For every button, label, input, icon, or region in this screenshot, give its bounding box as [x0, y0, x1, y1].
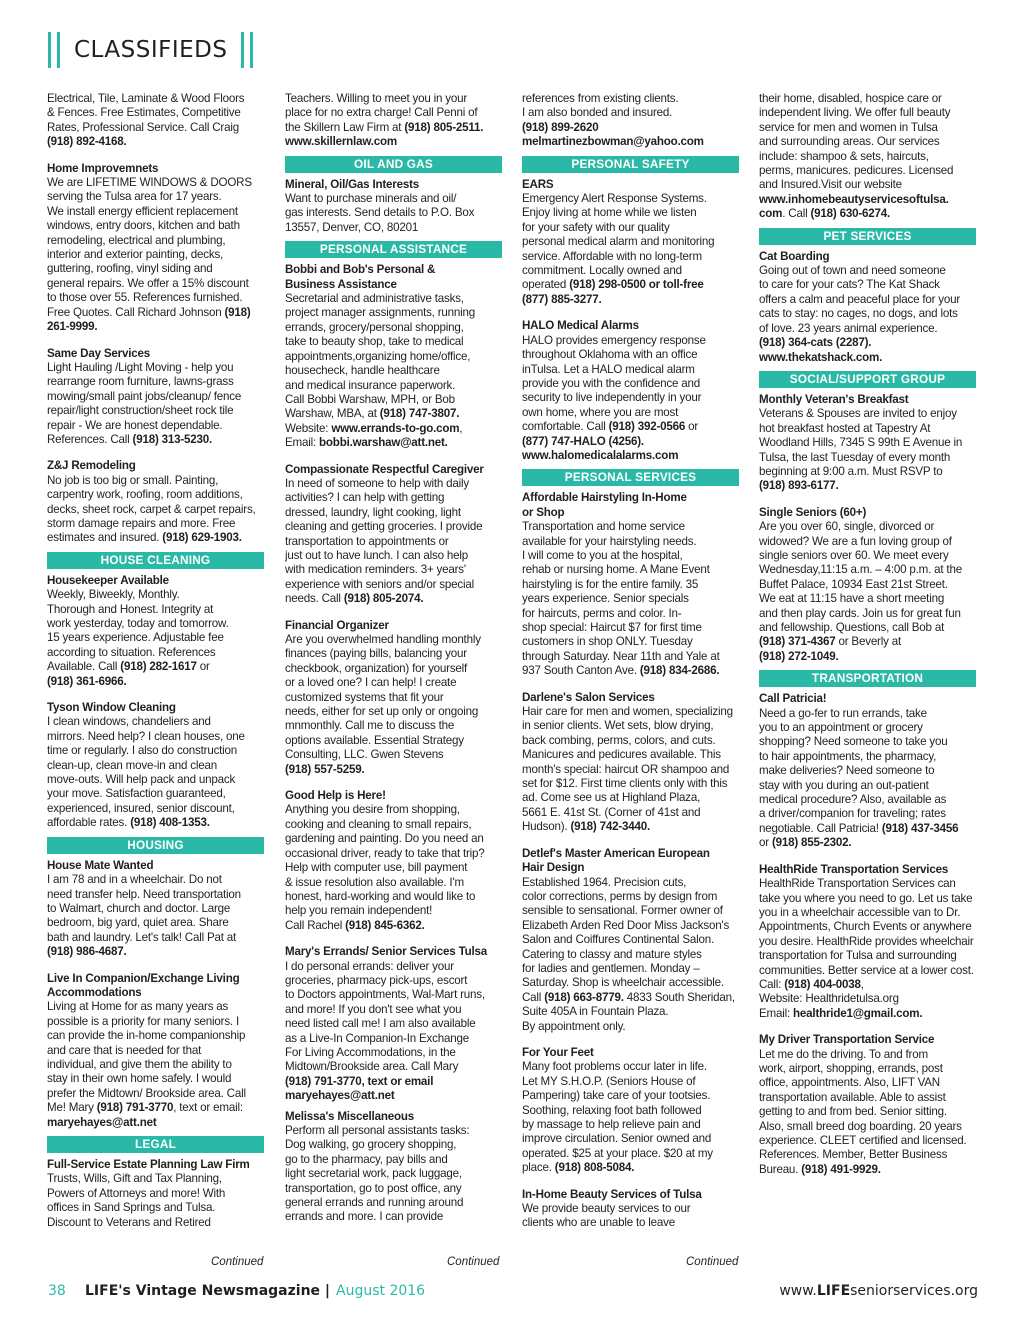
ad-body: Need a go-fer to run errands, take you to an appointment or grocery shopping? Need someone to take you to hair appointments, the pharmacy, make deliveries? Need someone to stay with you during an out-patient medical procedure? Also, available as a driver/companion for traveling; rates negotiable. Call Patricia!	[759, 706, 948, 835]
ad-title: Single Seniors (60+)	[759, 505, 867, 519]
ad-title: Mineral, Oil/Gas Interests	[285, 177, 419, 191]
ad-phone: (918) 371-4367	[759, 635, 836, 649]
ad-for-your-feet	[522, 1046, 739, 1176]
ad-title: Financial Organizer	[285, 618, 389, 632]
ad-title: Z&J Remodeling	[47, 459, 136, 473]
ad-website-link[interactable]: www.halomedicalalarms.com	[522, 448, 679, 462]
category-header-housing: HOUSING	[47, 837, 264, 854]
site-prefix: www.	[779, 1283, 817, 1299]
ad-bobbi-and-bob: Bobbi and Bob's Personal & Business Assistance Secretarial and administrative tasks, project manager assignments, running errands, grocery/personal shopping, take to beauty shop, take to medical appointments,organizing home/office, housecheck, handle healthcare and medical insurance paperwork. Call Bobbi Warshaw, MPH, or Bob Warshaw, MBA, at (918) 747-3807. Website: www.errands-to-go.com, Email: bobbi.warshaw@att.net.	[285, 263, 502, 450]
ad-phone: (918) 491-9929.	[801, 1162, 881, 1176]
ad-phone: (918) 630-6274.	[810, 207, 891, 221]
ad-phone: (877) 747-HALO (4256).	[522, 434, 644, 448]
continued-label-col3: Continued	[686, 1256, 739, 1268]
ad-phone: (918) 663-8779.	[544, 990, 624, 1004]
site-suffix: seniorservices.org	[850, 1283, 978, 1299]
ad-phone: (918) 261-9999.	[47, 305, 251, 334]
continued-label-col1: Continued	[211, 1256, 264, 1268]
ad-body: Want to purchase minerals and oil/ gas interests. Send details to P.O. Box 13557, Denver, CO, 80201	[285, 192, 475, 234]
ad-phone: (918) 986-4687.	[47, 945, 127, 959]
ad-title: Cat Boarding	[759, 249, 830, 263]
category-header-legal: LEGAL	[47, 1136, 264, 1153]
ad-phone: (918) 791-3770	[96, 1101, 174, 1115]
ad-flooring	[47, 92, 264, 150]
category-header-personal-services: PERSONAL SERVICES	[522, 469, 739, 486]
masthead-bar-right-2	[250, 32, 253, 68]
ad-phone: (918) 808-5084.	[554, 1161, 635, 1175]
ad-website-link[interactable]: www.errands-to-go.com	[331, 421, 460, 435]
ad-body: I do personal errands: deliver your groceries, pharmacy pick-ups, escort to Doctors appointments, Wal-Mart runs, and more! If you don't see what you need listed call me! I am also available as a Live-In Companion-In Exchange For Living Accommodations, in the Midtown/Brookside area. Call Mary	[285, 959, 485, 1074]
ad-text: 4833 South Sheridan, Suite 405A in Fountain Plaza. By appointment only.	[522, 990, 735, 1033]
ad-phone: (918) 298-0500 or toll-free (877) 885-3277.	[522, 278, 704, 306]
ad-phone: (918) 629-1903.	[162, 531, 242, 545]
ad-body: Anything you desire from shopping, cooking and cleaning to small repairs, gardening and painting. Do you need an occasional driver, ready to take that trip? Help with computer use, bill payment & issue resolution also available. I'm honest, hard-working and would like to help you remain independent! Call Rachel	[285, 803, 485, 932]
ad-darlenes-salon	[522, 691, 739, 835]
ad-good-help	[285, 789, 502, 933]
ad-body: Established 1964. Precision cuts, color corrections, perms by design from sensible to sensational. Former owner of Elizabeth Arden Red Door Miss Jackson's Salon and Coiffures Continental Salon. Catering to classy and mature styles for ladies and gentlemen. Monday – Saturday. Shop is wheelchair accessible. Call	[522, 875, 730, 1004]
site-brand: LIFE	[816, 1283, 851, 1299]
ad-website-link[interactable]: www.skillernlaw.com	[285, 135, 397, 149]
page-number: 38	[48, 1283, 66, 1299]
ad-single-seniors	[759, 506, 976, 664]
ad-text: or	[196, 660, 210, 674]
ad-veterans-breakfast	[759, 393, 976, 494]
ad-phone: (918) 855-2302.	[771, 836, 852, 850]
ad-body: HALO provides emergency response throughout Oklahoma with an office inTulsa. Let a HALO medical alarm provide you with the confidence and security to live independently in your own home, where you are most comfortable. Call	[522, 333, 706, 434]
section-title: CLASSIFIEDS	[74, 37, 228, 63]
ad-body: Electrical, Tile, Laminate & Wood Floors & Fences. Free Estimates, Competitive Rates, Professional Service. Call Craig	[47, 92, 245, 134]
ad-detlefs-hair-design	[522, 847, 739, 1034]
ad-text: or Beverly at	[835, 635, 901, 649]
ad-title: Same Day Services	[47, 346, 150, 360]
ad-text: or	[759, 836, 772, 850]
ad-phone: (918) 408-1353.	[130, 816, 210, 830]
ad-live-in-companion	[47, 972, 264, 1130]
ad-title: Mary's Errands/ Senior Services Tulsa	[285, 945, 487, 959]
ad-phone: (918) 805-2511.	[404, 120, 484, 134]
ad-title: Compassionate Respectful Caregiver	[285, 462, 484, 476]
ad-phone: (918) 404-0038	[784, 977, 861, 991]
ad-marys-errands	[285, 945, 502, 1103]
ad-body: Teachers. Willing to meet you in your place for no extra charge! Call Penni of the Skillern Law Firm at	[285, 92, 478, 134]
ad-email: maryehayes@att.net	[47, 1115, 157, 1129]
website-link[interactable]	[779, 1283, 978, 1299]
ad-body: Veterans & Spouses are invited to enjoy hot breakfast hosted at Tapestry At Woodland Hills, 7345 S 99th E Avenue in Tulsa, the last Tuesday of every month beginning at 9:00 a.m. Must RSVP to	[759, 407, 963, 478]
ad-title: EARS	[522, 177, 554, 191]
ad-body: We provide beauty services to our clients who are unable to leave	[522, 1202, 691, 1230]
ad-title: Good Help is Here!	[285, 789, 386, 803]
column-3	[522, 92, 739, 1240]
ad-title: Monthly Veteran's Breakfast	[759, 392, 909, 406]
masthead-bar-right-1	[241, 32, 244, 68]
category-header-personal-safety: PERSONAL SAFETY	[522, 156, 739, 173]
ad-title: Home Improvemnets	[47, 161, 159, 175]
ad-body: references from existing clients. I am also bonded and insured.	[522, 92, 679, 120]
continued-label-col2: Continued	[447, 1256, 500, 1268]
ad-phone: (918) 899-2620	[522, 120, 599, 134]
ad-text: , Website: Healthridetulsa.org Email:	[759, 977, 899, 1020]
ad-text: Website:	[285, 421, 332, 435]
ad-caregiver	[285, 463, 502, 607]
ad-phone: (918) 892-4168.	[47, 135, 127, 149]
ad-body: Are you over 60, single, divorced or widowed? We are a fun loving group of single seniors over 60. We meet every Wednesday,11:15 a.m. – 4:00 p.m. at the Buffet Palace, 10934 East 21st Street. We eat at 11:15 have a short meeting and then play cards. Join us for great fun and fellowship. Questions, call Bob at	[759, 520, 962, 634]
ad-title: Housekeeper Available	[47, 573, 169, 587]
ad-phone: (918) 805-2074.	[343, 592, 424, 606]
ad-body: Secretarial and administrative tasks, project manager assignments, running errands, grocery/personal shopping, take to beauty shop, take to medical appointments,organizing home/office, housecheck, handle healthcare and medical insurance paperwork. Call Bobbi Warshaw, MPH, or Bob Warshaw, MBA, at	[285, 292, 476, 421]
ad-body: Many foot problems occur later in life. Let MY S.H.O.P. (Seniors House of Pampering) take care of your tootsies. Soothing, relaxing foot bath followed by massage to help relieve pain and improve circulation. Senior owned and operated. $25 at your place. $20 at my place.	[522, 1060, 713, 1175]
ad-phone: (918) 313-5230.	[132, 432, 213, 446]
ad-melissas-miscellaneous	[285, 1110, 502, 1225]
classified-columns	[47, 92, 982, 1240]
ad-body: Living at Home for as many years as possible is a priority for many seniors. I can provide the in-home companionship and care that is needed for that individual, and give them the ability to stay in their own home safely. I would prefer the Midtown/ Brookside area. Call Me! Mary	[47, 1000, 246, 1115]
ad-title: Darlene's Salon Services	[522, 690, 655, 704]
ad-phone: (918) 282-1617	[120, 660, 197, 674]
ad-phone: (918) 272-1049.	[759, 649, 839, 663]
ad-halo-alarms	[522, 319, 739, 463]
ad-phone: (918) 742-3440.	[570, 820, 650, 834]
ad-title: Tyson Window Cleaning	[47, 701, 176, 715]
ad-title: Bobbi and Bob's Personal & Business Assistance	[285, 263, 436, 291]
category-header-personal-assistance: PERSONAL ASSISTANCE	[285, 241, 502, 258]
ad-body: Light Hauling /Light Moving - help you rearrange room furniture, lawns-grass mowing/small paint jobs/cleanup/ fence repair/light construction/sheet rock tile repair - We are honest dependable. References. Call	[47, 360, 242, 446]
ad-my-driver	[759, 1033, 976, 1177]
ad-title: HealthRide Transportation Services	[759, 862, 949, 876]
ad-title: HALO Medical Alarms	[522, 319, 639, 333]
ad-title: Affordable Hairstyling In-Home or Shop	[522, 491, 687, 519]
ad-text: Email:	[285, 436, 320, 450]
ad-title: My Driver Transportation Service	[759, 1033, 935, 1047]
ad-body: Let me do the driving. To and from work, airport, shopping, errands, post office, appointments. Also, LIFT VAN transportation available. Able to assist getting to and from bed. Senior sitting. Also, small breed dog boarding. 20 years experience. CLEET certified and licensed. References. Member, Better Business Bureau.	[759, 1047, 967, 1176]
ad-phone: (918) 747-3807.	[379, 407, 460, 421]
ad-text: , text or email:	[173, 1101, 243, 1115]
ad-law-firm-continued	[285, 92, 502, 150]
ad-title: In-Home Beauty Services of Tulsa	[522, 1187, 702, 1201]
ad-phone: (918) 361-6966.	[47, 674, 127, 688]
ad-title: Detlef's Master American European Hair Design	[522, 846, 710, 875]
ad-zj-remodeling	[47, 459, 264, 545]
ad-email[interactable]: healthride1@gmail.com.	[793, 1006, 923, 1020]
category-header-oil-gas: OIL AND GAS	[285, 156, 502, 173]
ad-email[interactable]: bobbi.warshaw@att.net.	[319, 436, 448, 450]
ad-body: In need of someone to help with daily activities? I can help with getting dressed, laundry, light cooking, light cleaning and getting groceries. I provide transportation to appointments or just out to have lunch. I can also help with medication reminders. 3+ years' experience with seniors and/or special needs. Call	[285, 476, 483, 606]
ad-phone: (918) 557-5259.	[285, 762, 365, 776]
ad-title: Melissa's Miscellaneous	[285, 1109, 414, 1123]
page-footer	[48, 1283, 978, 1305]
column-4	[759, 92, 976, 1240]
column-1	[47, 92, 264, 1240]
category-header-social-support: SOCIAL/SUPPORT GROUP	[759, 371, 976, 388]
ad-phone: (918) 392-0566	[608, 420, 686, 434]
ad-phone: (918) 364-cats (2287).	[759, 336, 872, 350]
publication-name	[85, 1283, 425, 1299]
category-header-pet-services: PET SERVICES	[759, 228, 976, 245]
ad-phone: (918) 893-6177.	[759, 479, 839, 493]
ad-text: or	[685, 420, 699, 434]
ad-body: HealthRide Transportation Services can take you where you need to go. Let us take you in a wheelchair accessible van to Dr. Appointments, Church Events or anywhere you desire. HealthRide provides wheelchair transportation for Tulsa and surrounding communities. Better service at a lower cost. Call:	[759, 877, 974, 991]
ad-body: We are LIFETIME WINDOWS & DOORS serving the Tulsa area for 17 years. We install energy efficient replacement windows, entry doors, kitchen and bath remodeling, electrical and plumbing, interior and exterior painting, decks, guttering, roofing, vinyl siding and general repairs. We offer a 15% discount to those over 55. References furnished. Free Quotes. Call Richard Johnson	[47, 176, 252, 319]
ad-in-home-beauty	[522, 1188, 739, 1231]
ad-body: Weekly, Biweekly, Monthly. Thorough and Honest. Integrity at work yesterday, today and tomorrow. 15 years experience. Adjustable fee according to situation. References Available. Call	[47, 588, 229, 674]
ad-phone: (918) 791-3770, text or email	[285, 1074, 434, 1088]
ad-title: For Your Feet	[522, 1045, 594, 1059]
ad-mineral-interests	[285, 178, 502, 236]
ad-estate-planning	[47, 1158, 264, 1230]
ad-healthride	[759, 863, 976, 1021]
ad-body: Trusts, Wills, Gift and Tax Planning, Powers of Attorneys and more! With offices in Sand Springs and Tulsa. Discount to Veterans and Retired	[47, 1172, 226, 1229]
masthead-bar-left-2	[57, 32, 60, 68]
ad-body: No job is too big or small. Painting, carpentry work, roofing, room additions, decks, sheet rock, carpet & carpet repairs, storm damage repairs and more. Free estimates and insured.	[47, 473, 256, 545]
ad-body: Transportation and home service available for your hairstyling needs. I will come to you at the hospital, rehab or nursing home. A Mane Event hairstyling is for the entire family. 35 years experience. Senior specials for haircuts, perms and color. In- shop special: Haircut $7 for first time customers in shop ONLY. Tuesday through Saturday. Near 11th and Yale at 937 South Canton Ave.	[522, 520, 720, 678]
ad-body: I clean windows, chandeliers and mirrors. Need help? I clean houses, one time or regularly. I also do construction clean-up, clean move-in and clean move-outs. Will help pack and unpack your move. Satisfaction guaranteed, experienced, insured, senior discount, affordable rates.	[47, 715, 245, 830]
ad-website-link[interactable]: www.thekatshack.com.	[759, 350, 883, 364]
category-header-house-cleaning: HOUSE CLEANING	[47, 552, 264, 569]
ad-in-home-beauty-continued	[759, 92, 976, 222]
ad-email[interactable]: melmartinezbowman@yahoo.com	[522, 135, 704, 149]
ad-affordable-hairstyling	[522, 491, 739, 678]
ad-financial-organizer	[285, 619, 502, 777]
ad-title: Call Patricia!	[759, 692, 827, 706]
ad-tyson-window	[47, 701, 264, 831]
ad-body: their home, disabled, hospice care or independent living. We offer full beauty service for men and women in Tulsa and surrounding areas. Our services include: shampoo & sets, haircuts, perms, manicures. pedicures. Licensed and Insured.Visit our website	[759, 92, 954, 192]
ad-housekeeper	[47, 574, 264, 689]
masthead	[48, 30, 259, 70]
ad-ears	[522, 178, 739, 308]
ad-text: . Call	[782, 207, 811, 221]
ad-title: House Mate Wanted	[47, 858, 154, 872]
ad-website-link[interactable]: www.inhomebeautyservicesoftulsa. com	[759, 192, 949, 221]
ad-home-improvements	[47, 162, 264, 335]
ad-body: Emergency Alert Response Systems. Enjoy living at home while we listen for your safety with our quality personal medical alarm and monitoring service. Affordable with no long-term commitment. Locally owned and operated	[522, 192, 715, 292]
publication-title: LIFE's Vintage Newsmagazine |	[85, 1283, 331, 1299]
ad-body: Perform all personal assistants tasks: Dog walking, go grocery shopping, go to the pharmacy, pay bills and light secretarial work, pack luggage, transportation, go to post office, any general errands and running around errands and more. I can provide	[285, 1124, 470, 1224]
ad-cat-boarding	[759, 250, 976, 365]
ad-call-patricia	[759, 692, 976, 850]
ad-email[interactable]: maryehayes@att.net	[285, 1089, 395, 1103]
ad-body: Hair care for men and women, specializing in senior clients. Wet sets, blow drying, back combing, perms, colors, and cuts. Manicures and pedicures available. This month's special: haircut OR shampoo and set for $12. First time clients only with this ad. Come see us at Highland Plaza, 5661 E. 41st St. (Corner of 41st and Hudson).	[522, 705, 733, 834]
ad-title: Live In Companion/Exchange Living Accommodations	[47, 971, 240, 999]
ad-title: Full-Service Estate Planning Law Firm	[47, 1158, 250, 1171]
ad-melissa-continued	[522, 92, 739, 150]
column-2	[285, 92, 502, 1240]
ad-body: Are you overwhelmed handling monthly finances (paying bills, balancing your checkbook, organization) for yourself or a loved one? I can help! I create customized systems that fit your needs, either for set up only or ongoing mnmonthly. Call me to discuss the options available. Essential Strategy Consulting, LLC. Gwen Stevens	[285, 633, 481, 762]
ad-house-mate	[47, 859, 264, 960]
category-header-transportation: TRANSPORTATION	[759, 670, 976, 687]
ad-body: Going out of town and need someone to care for your cats? The Kat Shack offers a calm and peaceful place for your cats to stay: no cages, no dogs, and lots of love. 23 years animal experience.	[759, 264, 961, 335]
ad-same-day-services	[47, 347, 264, 448]
ad-phone: (918) 834-2686.	[639, 664, 720, 678]
ad-phone: (918) 845-6362.	[345, 918, 425, 932]
masthead-bar-left-1	[48, 32, 51, 68]
issue-date: August 2016	[336, 1283, 426, 1299]
ad-body: I am 78 and in a wheelchair. Do not need transfer help. Need transportation to Walmart, church and doctor. Large bedroom, big yard, quiet area. Share bath and laundry. Let's talk! Call Pat at	[47, 873, 241, 944]
ad-phone: (918) 437-3456	[881, 821, 959, 835]
